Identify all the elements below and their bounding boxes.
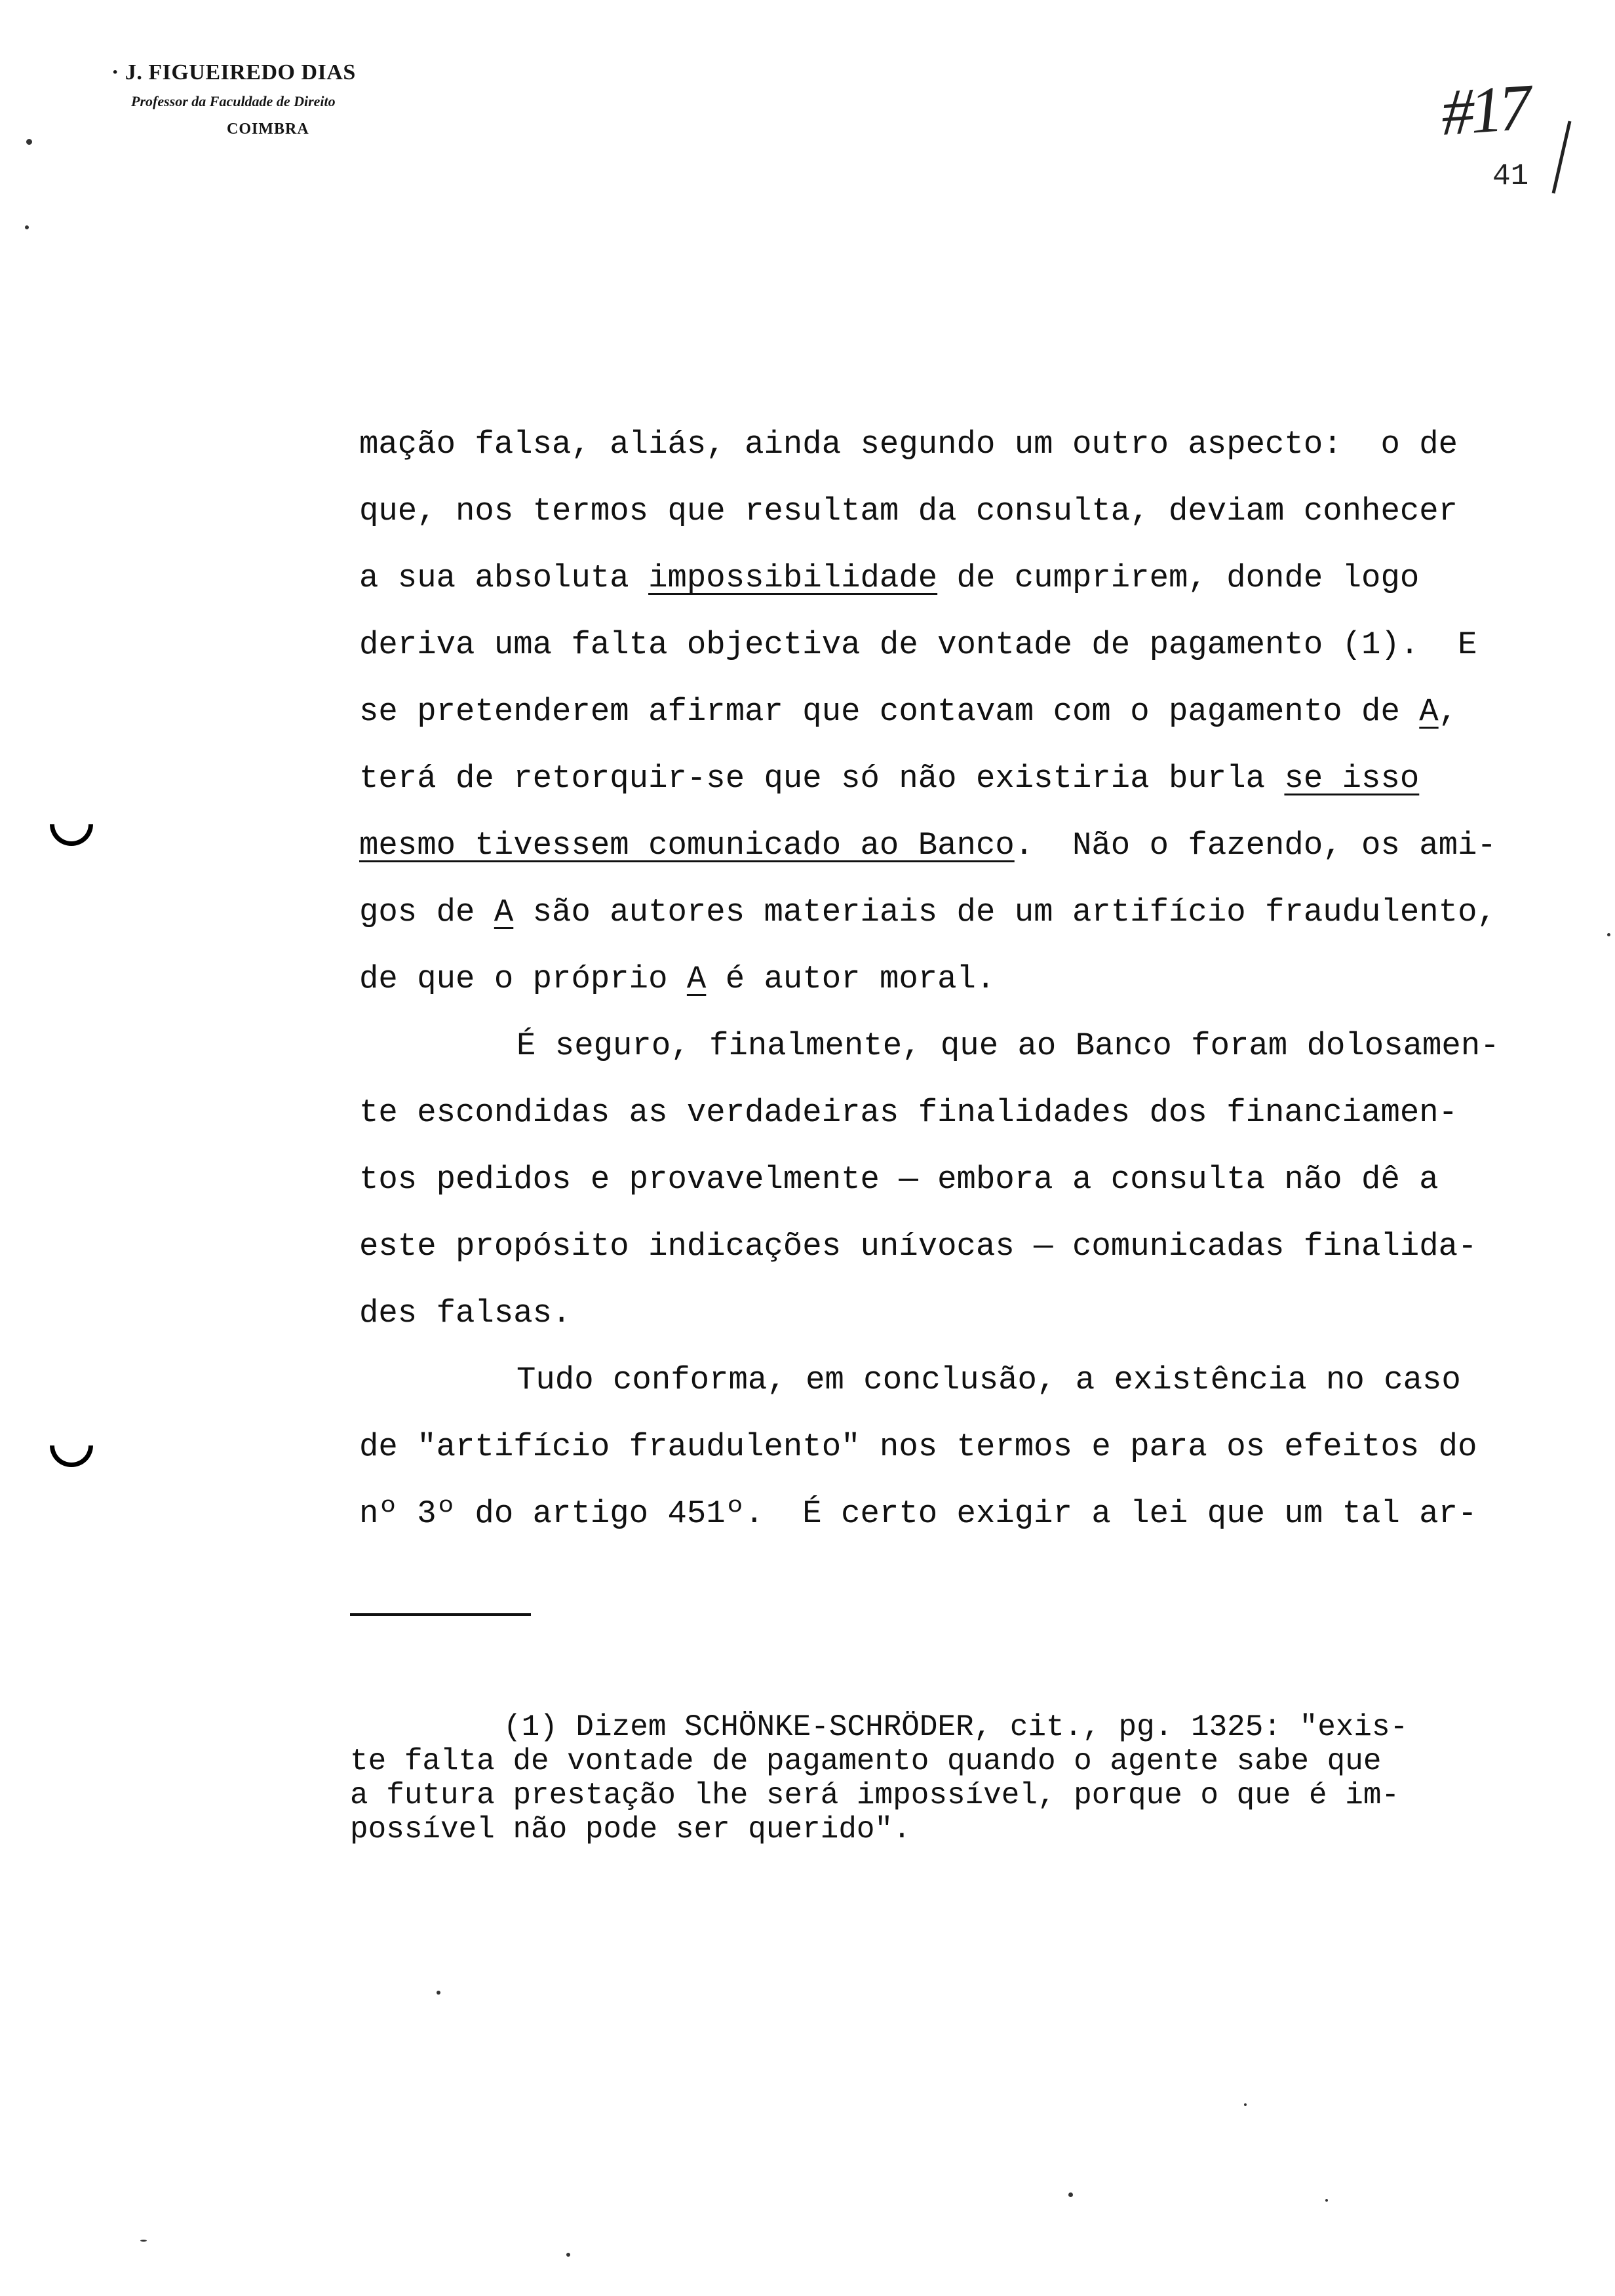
- text-line: [359, 879, 1526, 946]
- text-segment: terá de retorquir-se que só não existiria burla: [359, 760, 1285, 797]
- scan-speck: [566, 2253, 570, 2257]
- scan-speck: [140, 2240, 147, 2242]
- letterhead-name: · J. FIGUEIREDO DIAS: [111, 60, 356, 85]
- text-line: des falsas.: [359, 1295, 572, 1331]
- text-line: [359, 812, 1526, 879]
- text-line: te escondidas as verdadeiras finalidades dos financiamen-: [359, 1094, 1458, 1131]
- text-line: [359, 745, 1526, 812]
- page-number: 41: [1492, 159, 1529, 193]
- letterhead: [111, 60, 570, 138]
- folio-stamp: [1439, 70, 1583, 206]
- text-line: nº 3º do artigo 451º. É certo exigir a lei que um tal ar-: [359, 1495, 1477, 1532]
- text-line: [359, 946, 1526, 1012]
- binder-hole-mark: [50, 1445, 93, 1467]
- text-line: deriva uma falta objectiva de vontade de pagamento (1). E: [359, 626, 1477, 663]
- text-line: que, nos termos que resultam da consulta, deviam conhecer: [359, 493, 1458, 529]
- folio-slash-mark: [1439, 75, 1583, 206]
- footnote-separator: [350, 1613, 531, 1616]
- footnote-line: possível não pode ser querido".: [350, 1812, 911, 1846]
- footnote-line: a futura prestação lhe será impossível, porque o que é im-: [350, 1778, 1400, 1812]
- letterhead-title: Professor da Faculdade de Direito: [131, 93, 336, 109]
- scan-speck: [1607, 933, 1610, 936]
- letterhead-city: COIMBRA: [227, 121, 309, 138]
- text-segment: a sua absoluta: [359, 560, 649, 596]
- footnote-line: (1) Dizem SCHÖNKE-SCHRÖDER, cit., pg. 1325: "exis-: [503, 1710, 1409, 1744]
- text-segment: de que o próprio: [359, 961, 687, 997]
- underlined-text: A: [686, 961, 707, 997]
- text-line: de "artifício fraudulento" nos termos e para os efeitos do: [359, 1428, 1477, 1465]
- text-segment: ,: [1438, 693, 1458, 730]
- binder-hole-mark: [50, 824, 93, 846]
- scan-speck: [1244, 2103, 1247, 2106]
- text-line: [359, 545, 1526, 611]
- underlined-text: A: [494, 894, 514, 930]
- scan-speck: [25, 225, 29, 229]
- footnote: [350, 1710, 1504, 1846]
- scan-speck: [437, 1991, 440, 1995]
- text-line: Tudo conforma, em conclusão, a existência no caso: [516, 1362, 1461, 1398]
- underlined-text: se isso: [1284, 760, 1420, 797]
- handwritten-folio-number: #17: [1439, 70, 1530, 149]
- text-segment: de cumprirem, donde logo: [937, 560, 1420, 596]
- scan-speck: [1325, 2199, 1328, 2202]
- text-line: este propósito indicações unívocas — comunicadas finalida-: [359, 1228, 1477, 1265]
- underlined-text: A: [1419, 693, 1439, 730]
- text-segment: são autores materiais de um artifício fraudulento,: [513, 894, 1496, 930]
- text-line: mação falsa, aliás, ainda segundo um outro aspecto: o de: [359, 426, 1458, 463]
- scan-speck: [26, 139, 32, 145]
- underlined-text: mesmo tivessem comunicado ao Banco: [359, 827, 1015, 864]
- text-line: tos pedidos e provavelmente — embora a consulta não dê a: [359, 1161, 1439, 1198]
- scan-speck: [1068, 2192, 1073, 2197]
- body-text: [359, 411, 1526, 1547]
- text-line: [359, 678, 1526, 745]
- text-segment: gos de: [359, 894, 494, 930]
- footnote-line: te falta de vontade de pagamento quando o agente sabe que: [350, 1744, 1382, 1778]
- underlined-text: impossibilidade: [648, 560, 938, 596]
- text-segment: . Não o fazendo, os ami-: [1014, 827, 1496, 864]
- text-line: É seguro, finalmente, que ao Banco foram dolosamen-: [516, 1027, 1500, 1064]
- text-segment: é autor moral.: [706, 961, 996, 997]
- text-segment: se pretenderem afirmar que contavam com o pagamento de: [359, 693, 1420, 730]
